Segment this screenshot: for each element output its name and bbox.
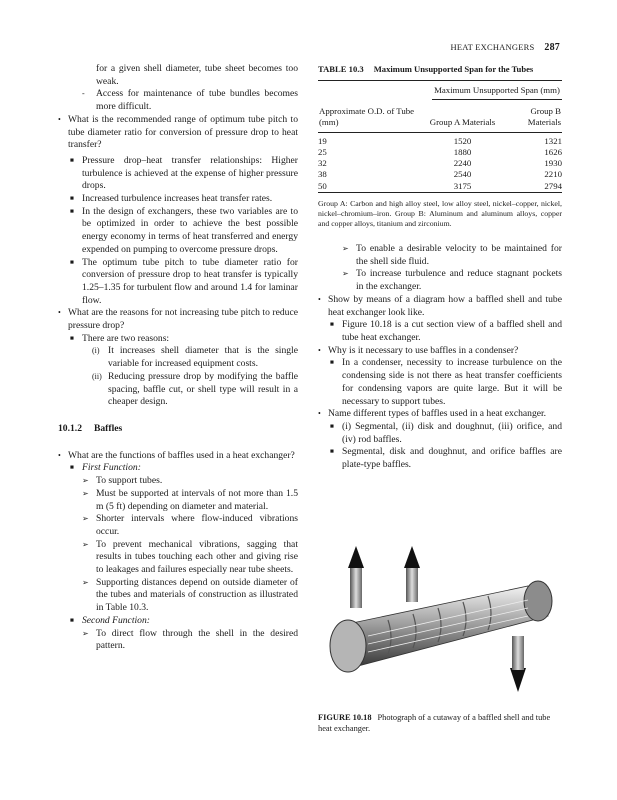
question	[58, 307, 298, 332]
answer-text: (i) Segmental, (ii) disk and doughnut, (iii) orifice, and (iv) rod baffles.	[342, 420, 562, 445]
arrow-item	[58, 475, 298, 488]
arrow-icon: ➢	[342, 244, 349, 254]
answer-item	[58, 206, 298, 257]
list-item	[58, 63, 298, 88]
answer-text: Figure 10.18 is a cut section view of a baffled shell and tube heat exchanger.	[342, 319, 562, 343]
table-cell: 3175	[425, 181, 500, 193]
table-row	[318, 169, 562, 180]
numbered-item	[58, 371, 298, 409]
section-title: Baffles	[93, 422, 123, 434]
arrow-item	[58, 539, 298, 577]
square-bullet-icon: ■	[330, 359, 334, 367]
bullet-icon: •	[318, 294, 321, 304]
arrow-icon: ➢	[82, 476, 89, 486]
answer-text: Increased turbulence increases heat transfer rates.	[82, 193, 273, 205]
arrow-item-text: Shorter intervals where flow-induced vibrations occur.	[96, 513, 298, 537]
square-bullet-icon: ■	[70, 195, 74, 203]
answer-text: There are two reasons:	[82, 332, 170, 344]
span-table	[318, 81, 562, 193]
arrow-icon: ➢	[82, 514, 89, 524]
square-bullet-icon: ■	[330, 448, 334, 456]
bullet-icon: •	[318, 409, 321, 419]
section-number: 10.1.2	[58, 422, 82, 434]
question	[58, 450, 298, 463]
column-header: Approximate O.D. of Tube (mm)	[318, 100, 425, 132]
table-note: Group A: Carbon and high alloy steel, low alloy steel, nickel–copper, nickel, nickel–chromium–iron. Group B: Aluminum and aluminum alloys, copper and copper alloys, titanium and zirconium.	[318, 199, 562, 229]
running-header	[451, 42, 560, 53]
figure-caption-text: Photograph of a cutaway of a baffled shell and tube heat exchanger.	[318, 713, 551, 733]
table-cell: 19	[318, 135, 327, 146]
item-number: (ii)	[92, 371, 102, 381]
item-text: It increases shell diameter that is the single variable for increased equipment costs.	[108, 345, 298, 370]
table-cell: 1930	[544, 158, 562, 169]
arrow-item-text: To increase turbulence and reduce stagnant pockets in the exchanger.	[356, 268, 562, 293]
answer-text: The optimum tube pitch to tube diameter ratio for conversion of pressure drop to heat transfer is typically 1.25–1.35 for turbulent flow and around 1.4 for laminar flow.	[82, 256, 298, 306]
answer-item	[318, 446, 562, 471]
table-cell: 2210	[544, 169, 562, 180]
question	[318, 408, 562, 421]
square-bullet-icon: ■	[330, 321, 334, 329]
list-item-text: Access for maintenance of tube bundles becomes more difficult.	[96, 88, 298, 113]
table-cell: 1880	[453, 146, 472, 157]
table-title: Maximum Unsupported Span for the Tubes	[373, 64, 534, 74]
answer-item	[318, 357, 562, 408]
question	[58, 114, 298, 152]
arrow-item-text: To support tubes.	[96, 475, 163, 487]
table-cell: 1520	[453, 135, 472, 146]
item-number: (i)	[92, 346, 100, 356]
outlet-arrow-icon	[510, 668, 526, 692]
table-caption	[318, 63, 562, 81]
square-bullet-icon: ■	[70, 258, 74, 266]
list-item-text: for a given shell diameter, tube sheet becomes too weak.	[96, 63, 298, 87]
arrow-item	[318, 243, 562, 268]
question	[318, 345, 562, 358]
arrow-item-text: To prevent mechanical vibrations, sagging that results in tubes touching each other and giving rise to leakages and failures especially near tube sheets.	[96, 538, 298, 576]
right-column	[318, 63, 562, 472]
square-bullet-icon: ■	[70, 334, 74, 342]
arrow-icon: ➢	[82, 539, 89, 549]
question-text: Name different types of baffles used in a heat exchanger.	[328, 408, 547, 420]
table-cell: 38	[318, 169, 327, 180]
running-title: HEAT EXCHANGERS	[450, 42, 535, 52]
square-bullet-icon: ■	[70, 207, 74, 215]
answer-item	[58, 462, 298, 475]
table-cell: 50	[318, 181, 425, 193]
square-bullet-icon: ■	[330, 422, 334, 430]
table-row	[318, 147, 562, 158]
section-heading	[58, 423, 298, 436]
left-column	[58, 63, 298, 653]
arrow-item	[318, 268, 562, 293]
subheading: Second Function:	[82, 614, 150, 626]
table-cell: 2794	[500, 181, 562, 193]
bullet-icon: •	[58, 450, 61, 460]
bullet-icon: •	[58, 114, 61, 124]
arrow-item-text: To direct flow through the shell in the desired pattern.	[96, 627, 298, 652]
span-header: Maximum Unsupported Span (mm)	[432, 85, 562, 100]
answer-item	[58, 155, 298, 193]
question-text: What are the reasons for not increasing tube pitch to reduce pressure drop?	[68, 307, 298, 332]
arrow-icon: ➢	[82, 577, 89, 587]
answer-item	[58, 333, 298, 346]
question	[318, 294, 562, 319]
table-cell: 2240	[453, 158, 472, 169]
table-cell: 1626	[544, 146, 562, 157]
table-cell: 2540	[453, 169, 472, 180]
arrow-icon: ➢	[82, 488, 89, 498]
figure-caption	[318, 712, 562, 734]
answer-text: Pressure drop–heat transfer relationships: Higher turbulence is achieved at the expense of higher pressure drops.	[82, 154, 298, 192]
table-row	[318, 181, 562, 193]
span-header-cell	[425, 81, 562, 100]
arrow-item	[58, 488, 298, 513]
answer-text: Segmental, disk and doughnut, and orifice baffles are plate-type baffles.	[342, 446, 562, 471]
table-cell: 1321	[544, 135, 562, 146]
answer-item	[58, 193, 298, 206]
table-cell: 32	[318, 158, 327, 169]
dash-marker: -	[82, 89, 85, 99]
inlet-arrow-icon	[404, 546, 420, 568]
arrow-item	[58, 577, 298, 615]
answer-item	[58, 257, 298, 308]
answer-item	[58, 615, 298, 628]
table-row	[318, 158, 562, 169]
square-bullet-icon: ■	[70, 616, 74, 624]
figure-label: FIGURE 10.18	[318, 713, 372, 722]
answer-item	[318, 421, 562, 446]
bullet-icon: •	[318, 345, 321, 355]
answer-item	[318, 319, 562, 344]
arrow-icon: ➢	[342, 269, 349, 279]
question-text: Show by means of a diagram how a baffled shell and tube heat exchanger look like.	[328, 293, 562, 318]
arrow-item	[58, 628, 298, 653]
arrow-item-text: To enable a desirable velocity to be maintained for the shell side fluid.	[356, 243, 562, 267]
arrow-item	[58, 513, 298, 538]
list-item	[58, 88, 298, 113]
item-text: Reducing pressure drop by modifying the baffle spacing, baffle cut, or shell type will result in a cheaper design.	[108, 370, 298, 408]
question-text: Why is it necessary to use baffles in a condenser?	[328, 344, 519, 356]
question-text: What are the functions of baffles used in a heat exchanger?	[68, 449, 295, 461]
table-label: TABLE 10.3	[318, 64, 364, 74]
answer-text: In the design of exchangers, these two variables are to be optimized in order to achieve the best possible energy economy in terms of heat transferred and energy expended on pumping to overcome pressure drops.	[82, 205, 298, 255]
subheading: First Function:	[82, 462, 141, 474]
column-header: Group B Materials	[500, 100, 562, 132]
heat-exchanger-photo	[318, 540, 564, 708]
table-cell: 25	[318, 146, 327, 157]
arrow-item-text: Must be supported at intervals of not more than 1.5 m (5 ft) depending on diameter and material.	[96, 487, 298, 512]
arrow-icon: ➢	[82, 628, 89, 638]
question-text: What is the recommended range of optimum tube pitch to tube diameter ratio for conversion of pressure drop to heat transfer?	[68, 113, 298, 151]
answer-text: In a condenser, necessity to increase turbulence on the condensing side is not there as heat transfer coefficients for condensing vapors are quite large. But it will be necessary to support tubes.	[342, 357, 562, 407]
table-row	[318, 132, 562, 147]
inlet-arrow-icon	[348, 546, 364, 568]
numbered-item	[58, 345, 298, 370]
column-header: Group A Materials	[425, 100, 500, 132]
arrow-item-text: Supporting distances depend on outside diameter of the tubes and materials of construction as illustrated in Table 10.3.	[96, 576, 298, 614]
page-number: 287	[544, 42, 560, 53]
square-bullet-icon: ■	[70, 464, 74, 472]
bullet-icon: •	[58, 308, 61, 318]
square-bullet-icon: ■	[70, 156, 74, 164]
